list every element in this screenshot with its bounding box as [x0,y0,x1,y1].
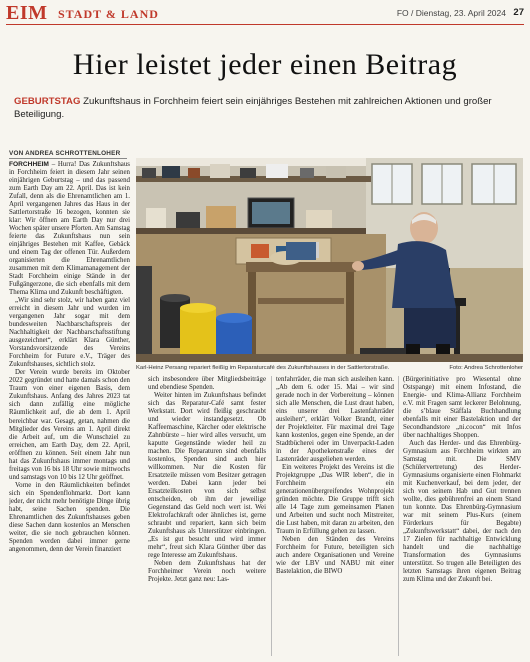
article-column-2 [148,376,266,658]
photo-credit: Foto: Andrea Schrottenloher [449,365,523,371]
article-column-3 [276,376,394,658]
section-short-label: EIM [6,2,48,24]
article-headline: Hier leistet jeder einen Beitrag [72,48,458,81]
article-column-1 [9,161,130,656]
article-kicker: GEBURTSTAG [14,96,81,107]
column-divider [271,376,272,656]
section-name-label: STADT & LAND [58,7,159,21]
page-number: 27 [513,7,524,18]
dateline-place: FORCHHEIM [9,161,49,168]
paragraph: Vorne in den Räumlichkeiten befindet sich ein Spendenflohmarkt. Dort kann jeder, der nicht mehr benötigte Dinge übrig habt, seine Sachen spenden. Die Ehrenamtlichen des Zukunftshauses geben diese Sachen dann kostenlos an Menschen weiter, die sie noch gebrauchen können. Spenden werden dabei immer gerne angenommen, denn der Verein finanziert [9,481,130,553]
paragraph [9,161,130,297]
paragraph: tenfahrräder, die man sich ausleihen kann. „Ab dem 6. oder 15. Mai – wir sind gerade noch in der Vorbereitung – können sich alle Menschen, die Lust draut haben, eins unserer drei Lastenfahrräder ausleihen“, erklärt Volker Brandt, einer der Projektleiter. Für maximal drei Tage kann kostenlos, gegen eine Spende, an der Stadtbücherei oder im Unverpackt-Laden in der Apothekenstraße eines der Lastenräder ausgeliehen werden. [276,376,394,464]
paragraph: (Bürgerinitiative pro Wiesental ohne Ostspange) mit einem Infostand, die Energie- und Klima-Allianz Forchheim e.V. mit Fragen samt leckerer Belohnung, die s’blaue Stäffala Buchhandlung ebenfalls mit einer Bastelaktion und der Secondhandstore „ni.cocon“ mit Infos über nachhaltiges Shoppen. [403,376,521,440]
paragraph-text: – Hurra! Das Zukunftshaus in Forchheim feiert in diesem Jahr seinen einjährigen Geburtstag – und das passend zum Earth Day am 22. April. Das ist kein Zufall, denn als die Ehrenamtlichen am 1. April vergangenen Jahres das Haus in der Sattlertorstraße 16 bezogen, konnten sie klar: Wir öffnen am Earth Day nur drei Wochen später unsere Pforten. Am Samstag feierte das Zukunftshaus nun sein einjähriges Bestehen mit Kaffee, Gebäck und einem Tag der offenen Tür. Außerdem organisierten die Ehrenamtlichen zusammen mit dem Klimamanagement der Stadt Forchheim einige Stände in der Fußgängerzone, die sich ebenfalls mit dem Thema Klima und Zukunft beschäftigten. [9,161,130,297]
paragraph: „Wir sind sehr stolz, wir haben ganz viel erreicht in diesem Jahr und wurden im vergangenen Jahr sogar mit dem bundesweiten Nachbarschaftspreis der Nachhaltigkeit der Nachbarschaftsstiftung ausgezeichnet“, erklärt Klara Günther, Vorstandsvorsitzende des Vereins Forchheim for Future e.V., Träger des Zukunftshauses, sichtlich stolz. [9,297,130,369]
paragraph: Neben den Ständen des Vereins Forchheim for Future, beteiligten sich auch andere Organisationen und Vereine wie der LBV und NABU mit einer Bastelaktion, die BIWO [276,536,394,576]
paragraph: Weiter hinten im Zukunftshaus befindet sich das Reparatur-Café samt fester Werkstatt. Dort wird fleißig geschraubt und wieder instandgesetzt. Ob Kaffeemaschine, Kärcher oder elektrische Zahnbürste – hier wird alles versucht, um kaputte Gegenstände wieder heil zu machen. Die Reparaturen sind ebenfalls kostenlos, Spenden sind auch hier willkommen. Nur die Kosten für Ersatzteile müssen vom Besitzer getragen werden. Dabei kann jeder bei Ersatzteilkosten von sich selbst entscheiden, ob ihm der jeweilige Gegenstand das Geld noch wert ist. Wei Elektrofachkraft oder ähnliches ist, gerne schraubt und repariert, kann sich beim Zukunftshaus als Unterstützer einbringen. „Es ist gut besucht und wird immer mehr“, freut sich Klara Günther über das rege Interesse am Zukunftshaus. [148,392,266,560]
byline-divider [9,158,127,159]
paragraph: Ein weiteres Projekt des Vereins ist die Projektgruppe „Das WIR leben“, die in Forchheim ein generationenübergreifendes Wohnprojekt gründen möchte. Die Gruppe trifft sich alle 14 Tage zum gemeinsamen Planen und Arbeiten und sucht noch Mitstreiter, die Lust haben, mit daran zu arbeiten, den Traum in Erfüllung gehen zu lassen. [276,464,394,536]
photo-caption [136,365,523,374]
issue-date: FO / Dienstag, 23. April 2024 [396,8,506,18]
caption-text: Karl-Heinz Persang repariert fleißig im Reparaturcafé des Zukunftshauses in der Sattlertorstraße. [136,365,390,371]
paragraph: Neben dem Zukunftshaus hat der Forchheimer Verein noch weitere Projekte. Jetzt ganz neu: Las- [148,560,266,584]
article-photo [136,158,523,362]
article-column-4 [403,376,521,658]
article-subheadline [14,96,518,122]
masthead [6,2,524,25]
subheadline-text: Zukunftshaus in Forchheim feiert sein einjähriges Bestehen mit zahlreichen Aktionen und großer Beteiligung. [14,96,492,120]
paragraph: sich insbesondere über Mitgliedsbeiträge und ebendiese Spenden. [148,376,266,392]
paragraph: Auch das Herder- und das Ehrenbürg-Gymnasium aus Forchheim wirkten am Samstag mit. Die SMV (Schülervertretung) des Herder-Gymnasiums organisierte einen Flohmarkt mit Kuchenverkauf, bei dem jeder, der sich von seinem Hab und Gut trennen wollte, dies gebührenfrei an einem Stand tun konnte. Das Ehrenbürg-Gymnasium war mit seinem Plus-Kurs (einem Förderkurs für Begabte) „Zukunftswerkstatt“ dabei, der nach den 17 Zielen für nachhaltige Entwicklung handelt und die nachhaltige Transformation des Gymnasiums unterstützt. So trugen alle Beteiligten des letzten Samstags ihren eigenen Beitrag zum Klima und der Zukunft bei. [403,440,521,584]
column-divider [398,376,399,656]
author-byline: VON ANDREA SCHROTTENLOHER [9,150,121,157]
paragraph: Der Verein wurde bereits im Oktober 2022 gegründet und hatte damals schon den Traum von einer eigenen Basis, dem Zukunftshaus. Anfang des Jahres 2023 tat sich dann zufällig eine mögliche Räumlichkeit auf, die ab dem 1. April bereichbar war. Gesagt, getan, nahmen die Mitglieder des Vereins am 1. April direkt die Arbeit auf, um die Wunschziel zu erreichen, am Earth Day, dem 22. April, eröffnen zu können. Seit einem Jahr nun hat das Zukunftshaus immer montags und freitags von 16 bis 18 Uhr sowie mittwochs und samstags von 10 bis 12 Uhr geöffnet. [9,369,130,481]
